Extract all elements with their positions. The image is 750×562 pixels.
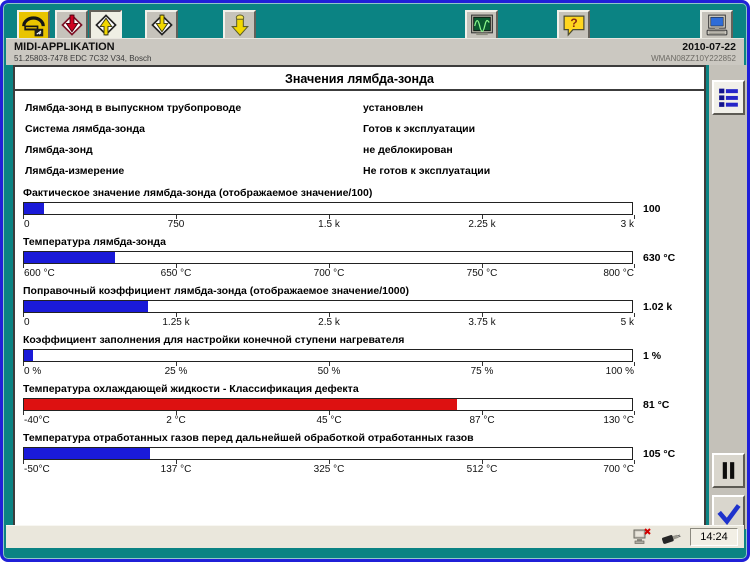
status-row xyxy=(15,120,704,141)
gauge-list xyxy=(15,187,704,476)
page-title: Значения лямбда-зонда xyxy=(15,67,704,91)
network-error-icon xyxy=(632,527,656,547)
gauge-lambda-temperature xyxy=(15,236,704,280)
status-row xyxy=(15,99,704,120)
toolbar-button-step-up-active[interactable] xyxy=(89,10,122,40)
gauge-track xyxy=(23,202,633,215)
toolbar-button-help[interactable] xyxy=(557,10,590,40)
gauge-tick-labels: 0 % 25 % 50 % 75 % 100 % xyxy=(24,366,634,377)
gauge-value: 100 xyxy=(643,202,661,215)
man-logo-icon xyxy=(20,13,47,37)
diamond-yellow-arrow-up-icon xyxy=(93,13,119,37)
gauge-track xyxy=(23,300,633,313)
gauge-tick-labels: 600 °C 650 °C 700 °C 750 °C 800 °C xyxy=(24,268,634,279)
status-rows xyxy=(15,99,704,183)
values-panel xyxy=(13,65,706,529)
gauge-label: Температура лямбда-зонда xyxy=(23,236,166,248)
toolbar-button-continue[interactable] xyxy=(223,10,256,40)
gauge-value: 105 °C xyxy=(643,447,676,460)
gauge-track xyxy=(23,447,633,460)
gauge-label: Поправочный коэффициент лямбда-зонда (отображаемое значение/1000) xyxy=(23,285,409,297)
svg-text:?: ? xyxy=(569,16,578,31)
gauge-bar-fill xyxy=(24,399,457,410)
gauge-bar-fill xyxy=(24,203,44,214)
toolbar-button-step-down[interactable] xyxy=(145,10,178,40)
gauge-tick-labels: -50°C 137 °C 325 °C 512 °C 700 °C xyxy=(24,464,634,475)
status-row xyxy=(15,162,704,183)
confirm-check-icon xyxy=(716,500,741,525)
workarea xyxy=(6,65,744,531)
status-label: Система лямбда-зонда xyxy=(25,123,145,135)
gauge-value: 1.02 k xyxy=(643,300,673,313)
help-bubble-icon xyxy=(561,13,587,37)
vehicle-vin: WMAN08ZZ10Y222852 xyxy=(651,54,736,63)
yellow-down-arrow-icon xyxy=(227,13,253,37)
status-row xyxy=(15,141,704,162)
gauge-value: 81 °C xyxy=(643,398,670,411)
statusbar xyxy=(6,525,744,548)
diamond-red-arrow-down-icon xyxy=(59,13,85,37)
terminal-icon xyxy=(704,13,730,37)
diamond-yellow-arrow-down-icon xyxy=(149,13,175,37)
gauge-label: Фактическое значение лямбда-зонда (отображаемое значение/100) xyxy=(23,187,373,199)
oscilloscope-icon xyxy=(469,13,495,37)
gauge-lambda-actual xyxy=(15,187,704,231)
gauge-bar-fill xyxy=(24,448,150,459)
ecu-subtitle: 51.25803-7478 EDC 7C32 V34, Bosch xyxy=(14,54,152,63)
list-icon xyxy=(716,85,741,110)
toolbar xyxy=(6,6,744,41)
gauge-tick-labels: -40°C 2 °C 45 °C 87 °C 130 °C xyxy=(24,415,634,426)
gauge-bar-fill xyxy=(24,301,148,312)
app-title: MIDI-APPLIKATION xyxy=(14,41,115,53)
gauge-exhaust-temperature xyxy=(15,432,704,476)
status-label: Лямбда-зонд в выпускном трубопроводе xyxy=(25,102,242,114)
gauge-track xyxy=(23,349,633,362)
pause-button[interactable] xyxy=(712,453,745,488)
gauge-track xyxy=(23,398,633,411)
gauge-label: Коэффициент заполнения для настройки конечной ступени нагревателя xyxy=(23,334,405,346)
status-value: Готов к эксплуатации xyxy=(363,123,476,135)
gauge-bar-fill xyxy=(24,350,33,361)
toolbar-button-home[interactable] xyxy=(17,10,50,40)
status-value: не деблокирован xyxy=(363,144,453,156)
gauge-label: Температура отработанных газов перед дальнейшей обработкой отработанных газов xyxy=(23,432,474,444)
toolbar-button-terminal[interactable] xyxy=(700,10,733,40)
toolbar-button-step-back[interactable] xyxy=(55,10,88,40)
gauge-tick-labels: 0 750 1.5 k 2.25 k 3 k xyxy=(24,219,634,230)
gauge-value: 1 % xyxy=(643,349,662,362)
toolbar-button-measurement[interactable] xyxy=(465,10,498,40)
plug-icon xyxy=(659,527,683,547)
gauge-heater-duty xyxy=(15,334,704,378)
clock: 14:24 xyxy=(690,528,738,546)
pause-icon xyxy=(716,458,741,483)
gauge-coolant-temperature xyxy=(15,383,704,427)
status-label: Лямбда-зонд xyxy=(25,144,93,156)
gauge-lambda-correction xyxy=(15,285,704,329)
titlebar xyxy=(6,38,744,65)
gauge-bar-fill xyxy=(24,252,115,263)
session-date: 2010-07-22 xyxy=(682,41,736,53)
gauge-tick-labels: 0 1.25 k 2.5 k 3.75 k 5 k xyxy=(24,317,634,328)
gauge-value: 630 °C xyxy=(643,251,676,264)
status-value: Не готов к эксплуатации xyxy=(363,165,491,177)
gauge-track xyxy=(23,251,633,264)
value-list-button[interactable] xyxy=(712,80,745,115)
status-value: установлен xyxy=(363,102,424,114)
gauge-label: Температура охлаждающей жидкости - Классификация дефекта xyxy=(23,383,359,395)
status-label: Лямбда-измерение xyxy=(25,165,125,177)
side-button-strip xyxy=(709,65,748,529)
